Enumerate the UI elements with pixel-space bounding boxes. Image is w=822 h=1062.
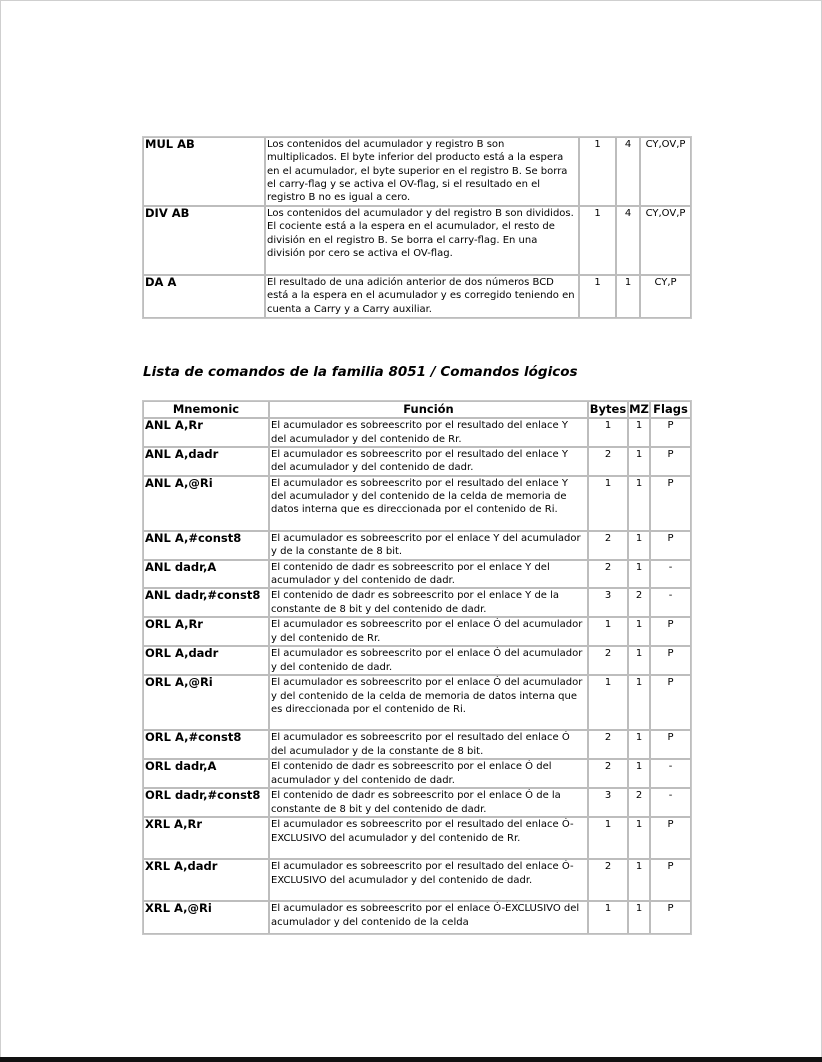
bytes-cell: 2 (588, 646, 628, 675)
mz-cell: 4 (616, 206, 640, 275)
flags-cell: P (650, 730, 691, 759)
function-cell: El acumulador es sobreescrito por el resultado del enlace Ó-EXCLUSIVO del acumulador y del contenido de Rr. (269, 817, 588, 859)
mnemonic-cell: ORL dadr,#const8 (143, 788, 269, 817)
table-row (143, 275, 691, 318)
mnemonic-cell: ANL A,Rr (143, 418, 269, 447)
flags-cell: P (650, 418, 691, 447)
mz-cell: 4 (616, 137, 640, 206)
table-row (143, 560, 691, 589)
bytes-cell: 1 (579, 206, 616, 275)
table-row (143, 476, 691, 531)
mz-cell: 1 (628, 531, 650, 560)
function-cell: El acumulador es sobreescrito por el resultado del enlace Y del acumulador y del contenido de Rr. (269, 418, 588, 447)
mz-cell: 1 (628, 476, 650, 531)
function-cell: El acumulador es sobreescrito por el resultado del enlace Ó del acumulador y de la constante de 8 bit. (269, 730, 588, 759)
function-cell: El acumulador es sobreescrito por el enlace Ó-EXCLUSIVO del acumulador y del contenido de la celda (269, 901, 588, 934)
bytes-cell: 2 (588, 859, 628, 901)
mz-cell: 1 (628, 560, 650, 589)
bytes-cell: 3 (588, 588, 628, 617)
flags-cell: P (650, 617, 691, 646)
header-function: Función (269, 401, 588, 418)
flags-cell: P (650, 859, 691, 901)
bytes-cell: 1 (579, 137, 616, 206)
bytes-cell: 1 (588, 418, 628, 447)
mnemonic-cell: DA A (143, 275, 265, 318)
flags-cell: CY,OV,P (640, 137, 691, 206)
flags-cell: P (650, 817, 691, 859)
mnemonic-cell: XRL A,Rr (143, 817, 269, 859)
table-row (143, 859, 691, 901)
mnemonic-cell: ANL dadr,A (143, 560, 269, 589)
mz-cell: 1 (628, 730, 650, 759)
bytes-cell: 2 (588, 560, 628, 589)
table-row (143, 418, 691, 447)
function-cell: Los contenidos del acumulador y del registro B son divididos. El cociente está a la espera en el acumulador, el resto de división en el registro B. Se borra el carry-flag. En una división por cero se activa el OV-flag. (265, 206, 579, 275)
section-title: Lista de comandos de la familia 8051 / Comandos lógicos (143, 364, 578, 380)
mz-cell: 1 (628, 675, 650, 730)
logical-commands-table (142, 400, 692, 935)
table-row (143, 730, 691, 759)
function-cell: El acumulador es sobreescrito por el resultado del enlace Y del acumulador y del contenido de dadr. (269, 447, 588, 476)
table-row (143, 675, 691, 730)
flags-cell: - (650, 759, 691, 788)
table-row (143, 788, 691, 817)
flags-cell: P (650, 901, 691, 934)
function-cell: El contenido de dadr es sobreescrito por el enlace Ó del acumulador y del contenido de dadr. (269, 759, 588, 788)
mnemonic-cell: ANL dadr,#const8 (143, 588, 269, 617)
table-row (143, 588, 691, 617)
function-cell: El acumulador es sobreescrito por el resultado del enlace Ó-EXCLUSIVO del acumulador y del contenido de dadr. (269, 859, 588, 901)
flags-cell: P (650, 531, 691, 560)
bytes-cell: 3 (588, 788, 628, 817)
table-row (143, 817, 691, 859)
bytes-cell: 1 (588, 817, 628, 859)
flags-cell: P (650, 476, 691, 531)
mz-cell: 2 (628, 588, 650, 617)
flags-cell: P (650, 675, 691, 730)
table-row (143, 759, 691, 788)
mz-cell: 1 (628, 817, 650, 859)
function-cell: El acumulador es sobreescrito por el enlace Ó del acumulador y del contenido de dadr. (269, 646, 588, 675)
function-cell: El resultado de una adición anterior de dos números BCD está a la espera en el acumulador y es corregido teniendo en cuenta a Carry y a Carry auxiliar. (265, 275, 579, 318)
bytes-cell: 2 (588, 531, 628, 560)
mz-cell: 1 (628, 859, 650, 901)
mz-cell: 1 (616, 275, 640, 318)
bytes-cell: 1 (588, 476, 628, 531)
mnemonic-cell: DIV AB (143, 206, 265, 275)
header-bytes: Bytes (588, 401, 628, 418)
function-cell: El acumulador es sobreescrito por el enlace Y del acumulador y de la constante de 8 bit. (269, 531, 588, 560)
mnemonic-cell: ANL A,#const8 (143, 531, 269, 560)
mz-cell: 1 (628, 418, 650, 447)
flags-cell: CY,P (640, 275, 691, 318)
flags-cell: - (650, 788, 691, 817)
table-row (143, 137, 691, 206)
function-cell: El contenido de dadr es sobreescrito por el enlace Y de la constante de 8 bit y del contenido de dadr. (269, 588, 588, 617)
mnemonic-cell: ORL A,#const8 (143, 730, 269, 759)
mnemonic-cell: XRL A,dadr (143, 859, 269, 901)
function-cell: El acumulador es sobreescrito por el enlace Ó del acumulador y del contenido de Rr. (269, 617, 588, 646)
mnemonic-cell: XRL A,@Ri (143, 901, 269, 934)
table-row (143, 617, 691, 646)
header-mnemonic: Mnemonic (143, 401, 269, 418)
bytes-cell: 1 (588, 901, 628, 934)
table-row (143, 531, 691, 560)
mz-cell: 1 (628, 617, 650, 646)
bytes-cell: 1 (588, 675, 628, 730)
bytes-cell: 1 (579, 275, 616, 318)
mz-cell: 1 (628, 901, 650, 934)
table-header-row (143, 401, 691, 418)
table-row (143, 447, 691, 476)
table-row (143, 901, 691, 934)
bottom-edge (0, 1057, 822, 1062)
mnemonic-cell: ANL A,@Ri (143, 476, 269, 531)
function-cell: Los contenidos del acumulador y registro B son multiplicados. El byte inferior del producto está a la espera en el acumulador, el byte superior en el registro B. Se borra el carry-flag y se activa el OV-flag, si el resultado en el registro B no es igual a cero. (265, 137, 579, 206)
function-cell: El acumulador es sobreescrito por el enlace Ó del acumulador y del contenido de la celda de memoria de datos interna que es direccionada por el contenido de Ri. (269, 675, 588, 730)
mnemonic-cell: ANL A,dadr (143, 447, 269, 476)
header-flags: Flags (650, 401, 691, 418)
table-row (143, 206, 691, 275)
flags-cell: P (650, 646, 691, 675)
flags-cell: - (650, 560, 691, 589)
mnemonic-cell: ORL dadr,A (143, 759, 269, 788)
flags-cell: P (650, 447, 691, 476)
flags-cell: - (650, 588, 691, 617)
bytes-cell: 2 (588, 730, 628, 759)
flags-cell: CY,OV,P (640, 206, 691, 275)
header-mz: MZ (628, 401, 650, 418)
mnemonic-cell: ORL A,@Ri (143, 675, 269, 730)
mz-cell: 1 (628, 646, 650, 675)
function-cell: El contenido de dadr es sobreescrito por el enlace Y del acumulador y del contenido de dadr. (269, 560, 588, 589)
mz-cell: 1 (628, 447, 650, 476)
bytes-cell: 2 (588, 447, 628, 476)
arithmetic-commands-table (142, 136, 692, 319)
mz-cell: 1 (628, 759, 650, 788)
bytes-cell: 1 (588, 617, 628, 646)
mnemonic-cell: ORL A,dadr (143, 646, 269, 675)
mnemonic-cell: MUL AB (143, 137, 265, 206)
function-cell: El acumulador es sobreescrito por el resultado del enlace Y del acumulador y del contenido de la celda de memoria de datos interna que es direccionada por el contenido de Ri. (269, 476, 588, 531)
mz-cell: 2 (628, 788, 650, 817)
table-row (143, 646, 691, 675)
mnemonic-cell: ORL A,Rr (143, 617, 269, 646)
function-cell: El contenido de dadr es sobreescrito por el enlace Ó de la constante de 8 bit y del contenido de dadr. (269, 788, 588, 817)
bytes-cell: 2 (588, 759, 628, 788)
